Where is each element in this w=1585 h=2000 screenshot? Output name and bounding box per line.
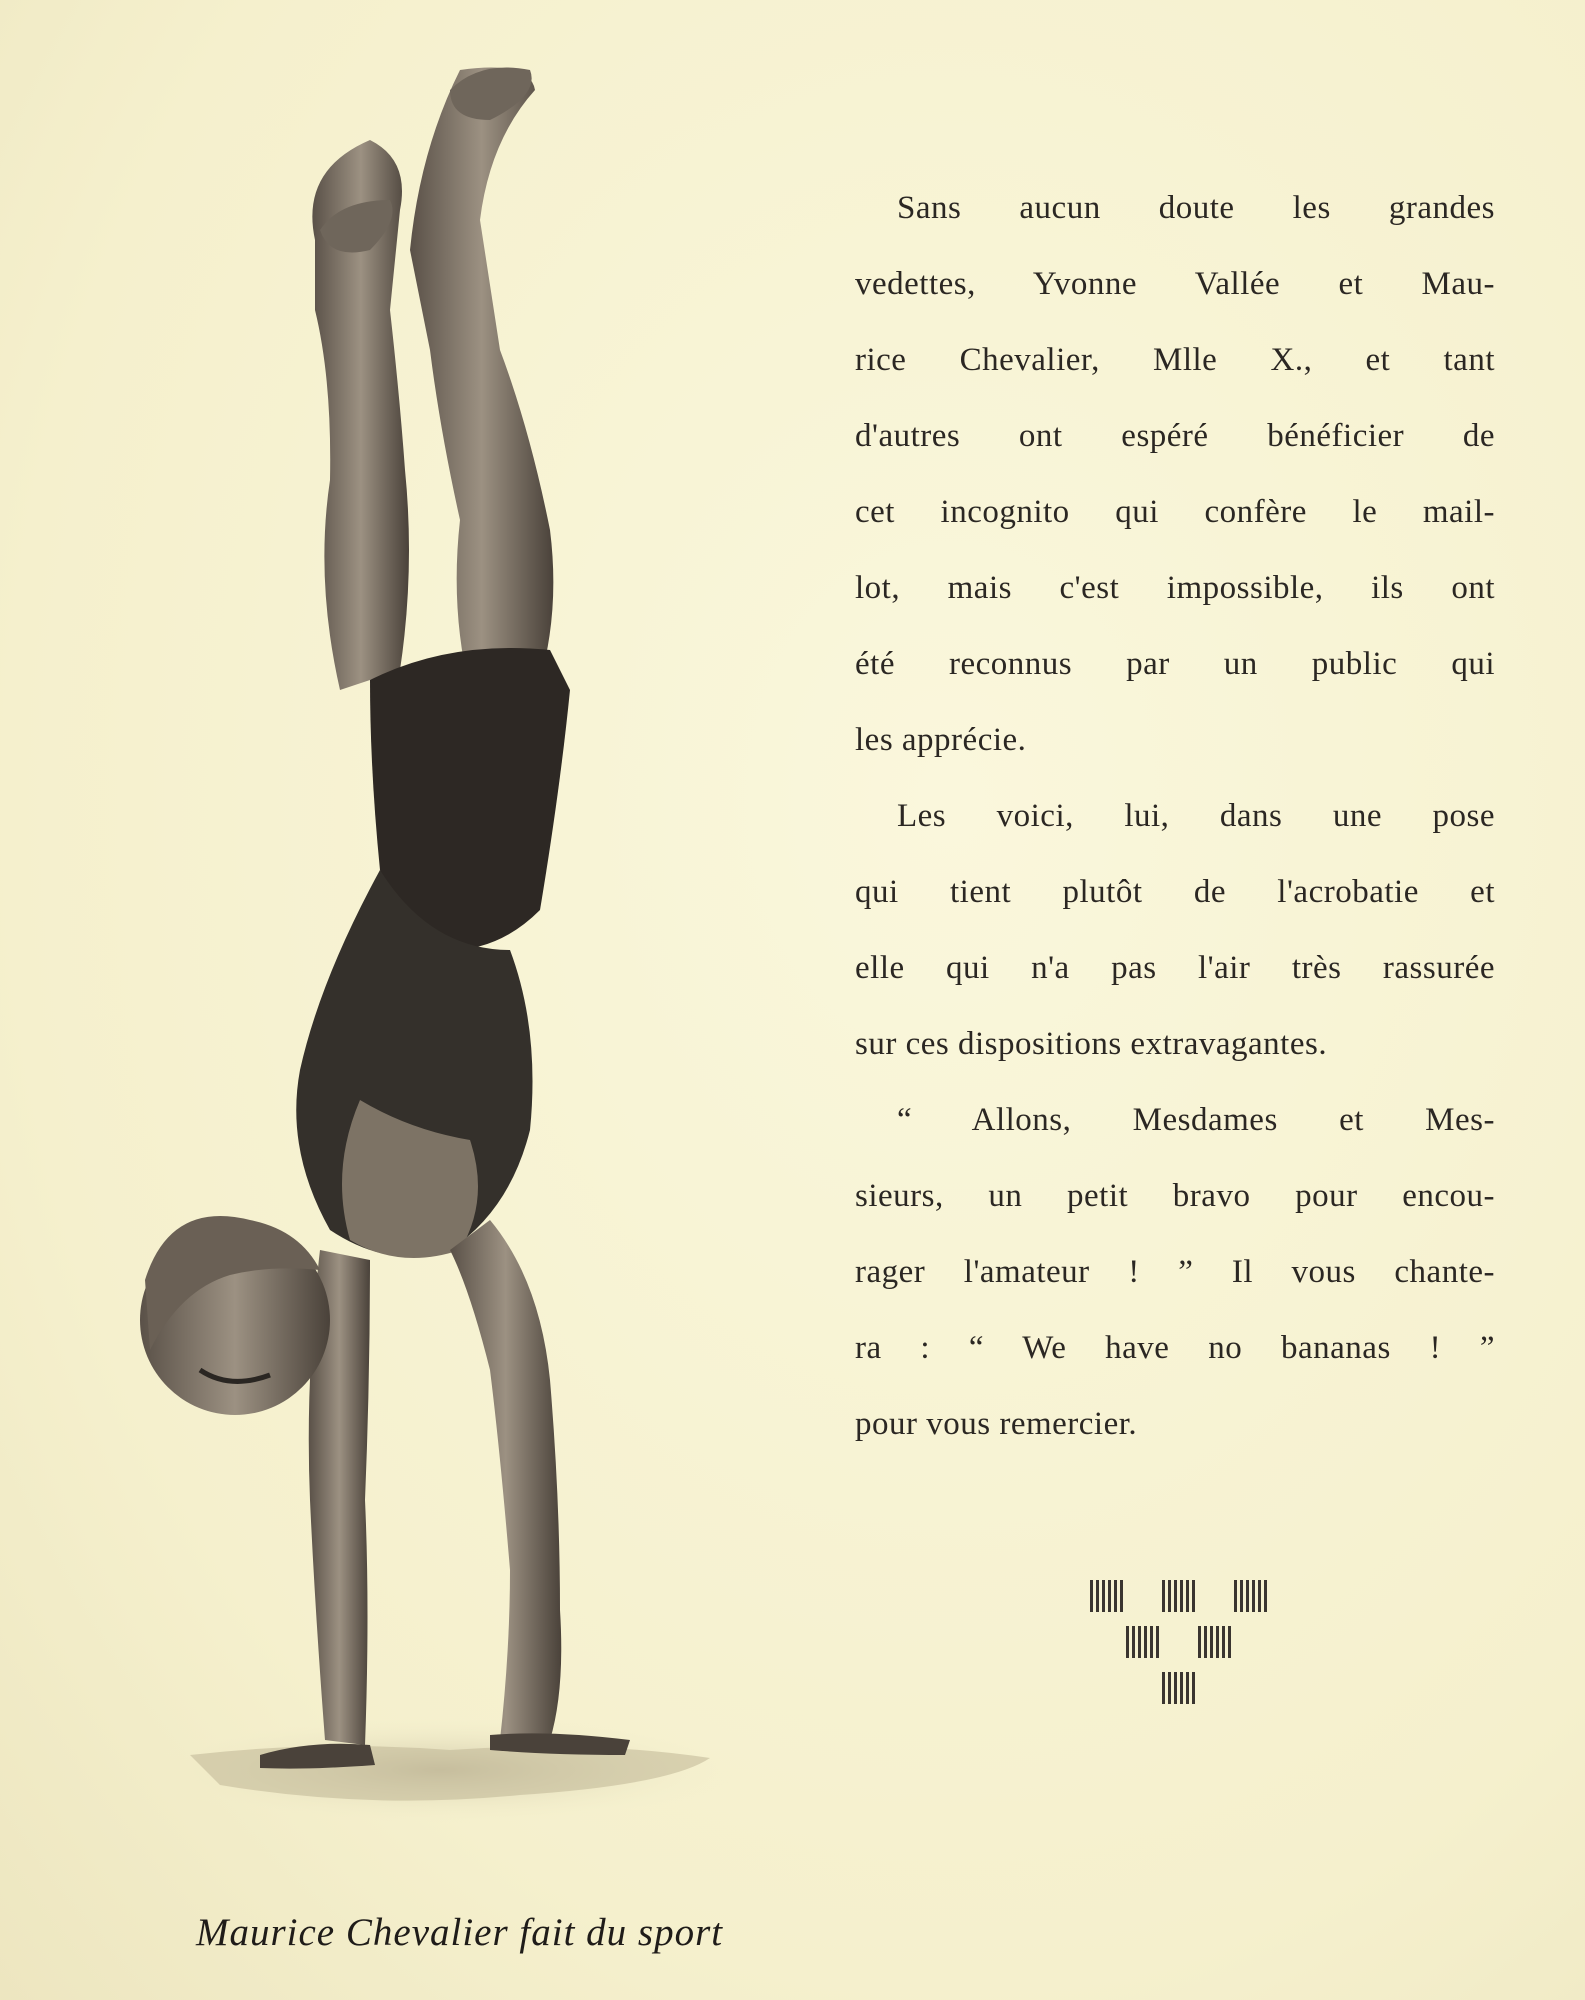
text-line: qui tient plutôt de l'acrobatie et — [855, 874, 1495, 910]
paragraph-2 — [855, 778, 1495, 1082]
text-line: “ Allons, Mesdames et Mes- — [897, 1102, 1495, 1138]
text-line: rice Chevalier, Mlle X., et tant — [855, 342, 1495, 378]
text-line: vedettes, Yvonne Vallée et Mau- — [855, 266, 1495, 302]
text-line: Sans aucun doute les grandes — [897, 190, 1495, 226]
text-line: ra : “ We have no bananas ! ” — [855, 1330, 1495, 1366]
ornament-icon — [1090, 1580, 1270, 1705]
article-text — [855, 170, 1495, 1462]
paragraph-3 — [855, 1082, 1495, 1462]
text-line: les apprécie. — [855, 722, 1027, 758]
right-leg — [410, 68, 553, 691]
text-line: pour vous remercier. — [855, 1406, 1138, 1442]
text-line: lot, mais c'est impossible, ils ont — [855, 570, 1495, 606]
text-line: sieurs, un petit bravo pour encou- — [855, 1178, 1495, 1214]
text-line: rager l'amateur ! ” Il vous chante- — [855, 1254, 1495, 1290]
text-line: d'autres ont espéré bénéficier de — [855, 418, 1495, 454]
text-line: sur ces dispositions extravagantes. — [855, 1026, 1328, 1062]
paragraph-1 — [855, 170, 1495, 778]
text-line: Les voici, lui, dans une pose — [897, 798, 1495, 834]
text-line: cet incognito qui confère le mail- — [855, 494, 1495, 530]
right-arm — [450, 1220, 561, 1740]
handstand-figure-illustration — [70, 50, 750, 1850]
text-line: été reconnus par un public qui — [855, 646, 1495, 682]
text-line: elle qui n'a pas l'air très rassurée — [855, 950, 1495, 986]
handstand-photo — [70, 50, 750, 1850]
photo-caption: Maurice Chevalier fait du sport — [196, 1911, 724, 1954]
